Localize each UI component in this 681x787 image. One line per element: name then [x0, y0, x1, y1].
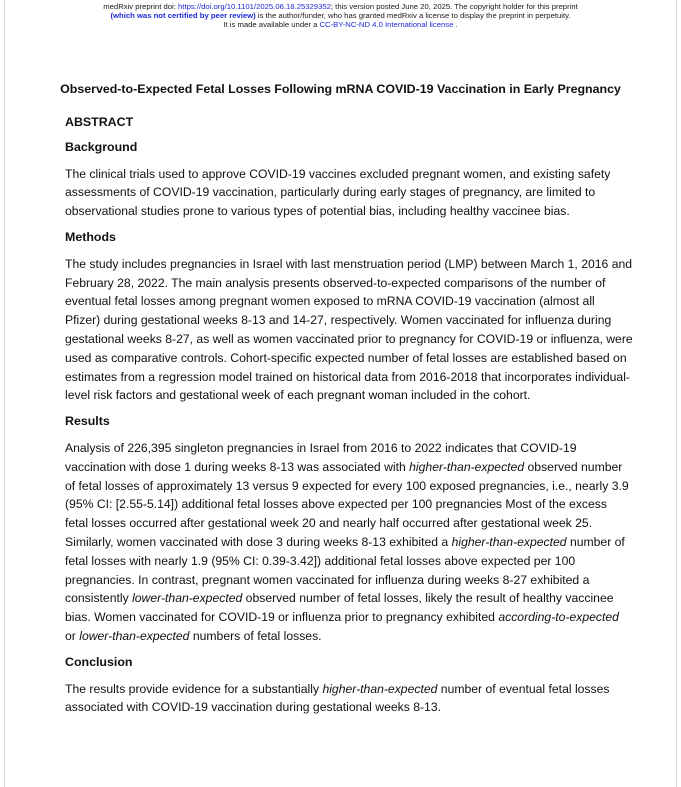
conclusion-text-1: The results provide evidence for a substantially [65, 681, 323, 696]
results-text-4: observed number of fetal losses, likely the result of healthy vaccinee bias. Women vaccinated for COVID-19 or influenza prior to pregnancy exhibited [65, 591, 614, 625]
background-paragraph: The clinical trials used to approve COVID-19 vaccines excluded pregnant women, and existing safety assessments of COVID-19 vaccination, particularly during early stages of pregnancy, are limited to observational studies prone to various types of potential bias, including healthy vaccinee bias. [65, 166, 611, 219]
results-paragraph [65, 439, 633, 646]
header-line-1 [0, 2, 681, 11]
license-link[interactable]: CC-BY-NC-ND 4.0 International license [319, 20, 454, 29]
conclusion-paragraph [65, 680, 633, 718]
results-text-5: or [65, 628, 80, 643]
peer-review-notice: (which was not certified by peer review) [110, 11, 256, 20]
abstract-body [65, 113, 633, 717]
header-available-text: It is made available under a [223, 20, 320, 29]
background-heading: Background [65, 139, 138, 154]
doi-link[interactable]: https://doi.org/10.1101/2025.06.18.25329352 [178, 2, 331, 11]
results-emphasis-5: lower-than-expected [79, 628, 190, 643]
header-line3-suffix: . [453, 20, 458, 29]
results-text-6: numbers of fetal losses. [189, 628, 322, 643]
header-version-text: ; this version posted June 20, 2025. The copyright holder for this preprint [330, 2, 578, 11]
header-line-3 [0, 20, 681, 29]
methods-paragraph: The study includes pregnancies in Israel with last menstruation period (LMP) between March 1, 2016 and February 28, 2022. The main analysis presents observed-to-expected comparisons of the number of eventual fetal losses among pregnant women exposed to mRNA COVID-19 vaccination (almost all Pfizer) during gestational weeks 8-13 and 14-27, respectively. Women vaccinated for influenza during gestational weeks 8-27, as well as women vaccinated prior to pregnancy for COVID-19 or influenza, were used as comparative controls. Cohort-specific expected number of fetal losses are established based on estimates from a regression model trained on historical data from 2016-2018 that incorporates individual-level risk factors and gestational week of each pregnant woman included in the cohort. [65, 256, 633, 403]
header-doi-prefix: medRxiv preprint doi: [103, 2, 179, 11]
page-border-left [4, 0, 5, 787]
results-heading: Results [65, 414, 110, 429]
abstract-heading: ABSTRACT [65, 115, 134, 129]
page-border-right [676, 0, 677, 787]
results-text-1: Analysis of 226,395 singleton pregnancies in Israel from 2016 to 2022 indicates that COVID-19 vaccination with dose 1 during weeks 8-13 was associated with [65, 440, 577, 474]
methods-heading: Methods [65, 229, 116, 244]
conclusion-text-2: number of eventual fetal losses associated with COVID-19 vaccination during gestational weeks 8-13. [65, 681, 610, 715]
conclusion-emphasis: higher-than-expected [322, 681, 438, 696]
results-text-2: observed number of fetal losses of approximately 13 versus 9 expected for every 100 exposed pregnancies, i.e., nearly 3.9 (95% CI: [2.55-5.14]) additional fetal losses above expected per 100 pregnancies Most of the excess fetal losses occurred after gestational week 20 and nearly half occurred after gestational week 25. Similarly, women vaccinated with dose 3 during weeks 8-13 exhibited a [65, 459, 629, 549]
header-line-2 [0, 11, 681, 20]
results-emphasis-2: higher-than-expected [451, 534, 567, 549]
header-license-text: is the author/funder, who has granted medRxiv a license to display the preprint in perpetuity. [255, 11, 571, 20]
conclusion-heading: Conclusion [65, 654, 133, 669]
preprint-header [0, 2, 681, 29]
results-emphasis-4: according-to-expected [498, 610, 619, 625]
results-text-3: number of fetal losses with nearly 1.9 (95% CI: 0.39-3.42]) additional fetal losses above expected per 100 pregnancies. In contrast, pregnant women vaccinated for influenza during weeks 8-27 exhibited a consistently [65, 534, 625, 606]
results-emphasis-3: lower-than-expected [132, 591, 243, 606]
paper-title: Observed-to-Expected Fetal Losses Following mRNA COVID-19 Vaccination in Early Pregnancy [60, 82, 621, 96]
results-emphasis-1: higher-than-expected [409, 459, 525, 474]
